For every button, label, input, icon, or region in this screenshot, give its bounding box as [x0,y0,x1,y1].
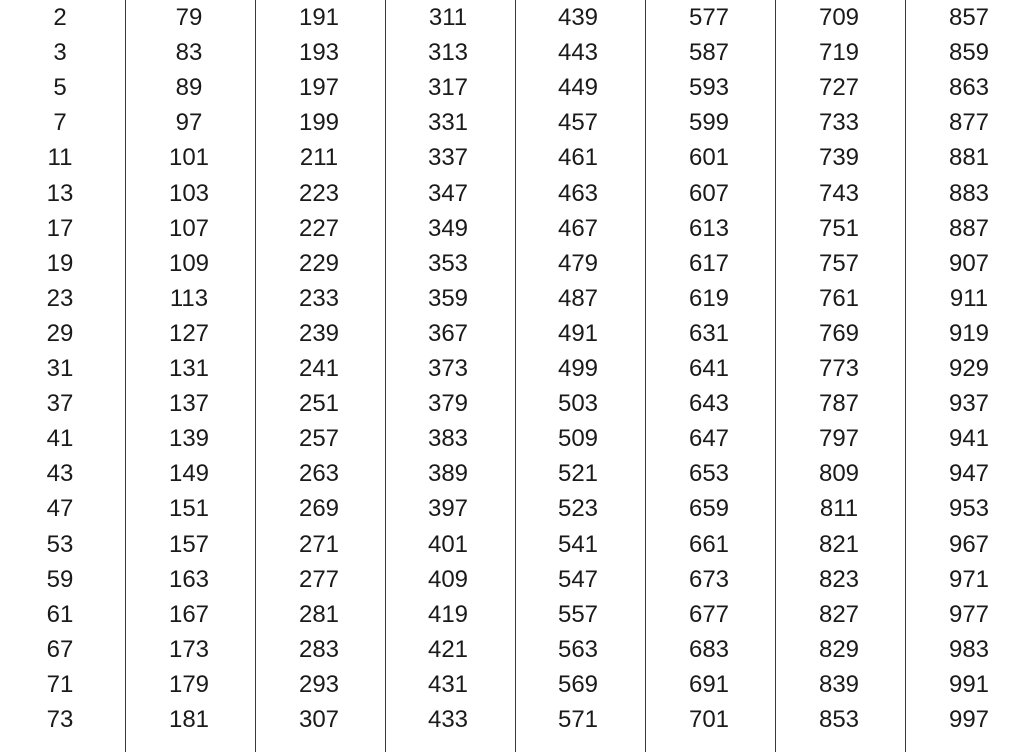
table-cell: 239 [298,319,340,347]
table-cell: 829 [818,635,860,663]
table-cell: 349 [427,214,469,242]
table-cell: 563 [557,635,599,663]
table-cell: 127 [168,319,210,347]
table-cell: 193 [298,39,340,67]
table-cell: 503 [557,390,599,418]
table-cell: 97 [175,109,203,137]
table-cell: 569 [557,670,599,698]
table-cell: 877 [948,109,990,137]
table-cell: 907 [948,249,990,277]
table-cell: 733 [818,109,860,137]
table-cell: 131 [168,355,210,382]
table-cell: 337 [427,144,469,172]
column-divider [125,0,126,752]
table-cell: 521 [557,460,599,488]
table-cell: 971 [948,565,990,593]
table-cell: 919 [948,319,990,347]
table-cell: 547 [557,565,599,593]
table-column-6 [649,0,769,752]
table-cell: 23 [46,284,74,312]
table-cell: 941 [948,425,990,453]
table-cell: 613 [688,214,730,242]
table-column-8 [909,0,1024,752]
table-cell: 367 [427,319,469,347]
table-cell: 109 [168,249,210,277]
table-cell: 449 [557,74,599,102]
table-cell: 13 [46,179,74,207]
table-cell: 977 [948,600,990,628]
table-cell: 571 [557,706,599,733]
table-cell: 479 [557,249,599,277]
table-cell: 311 [428,4,468,31]
table-cell: 953 [948,495,990,523]
table-cell: 911 [949,284,989,312]
table-cell: 967 [948,530,990,558]
table-cell: 3 [53,39,67,67]
table-cell: 619 [688,284,730,312]
table-cell: 31 [46,355,74,382]
table-cell: 857 [948,4,990,31]
table-cell: 487 [557,284,599,312]
table-cell: 5 [53,74,67,102]
table-cell: 137 [168,390,210,418]
table-cell: 653 [688,460,730,488]
table-cell: 727 [818,74,860,102]
table-cell: 467 [557,214,599,242]
table-cell: 113 [169,284,209,312]
table-cell: 719 [818,39,860,67]
table-cell: 983 [948,635,990,663]
table-cell: 257 [298,425,340,453]
table-cell: 241 [298,355,340,382]
table-cell: 827 [818,600,860,628]
table-cell: 223 [298,179,340,207]
table-cell: 263 [298,460,340,488]
table-cell: 173 [168,635,210,663]
table-cell: 79 [175,4,203,31]
table-cell: 383 [427,425,469,453]
table-cell: 593 [688,74,730,102]
table-cell: 373 [427,355,469,382]
table-cell: 379 [427,390,469,418]
table-cell: 809 [818,460,860,488]
table-cell: 673 [688,565,730,593]
table-cell: 211 [299,144,339,172]
table-cell: 83 [175,39,203,67]
table-cell: 251 [298,390,340,418]
column-divider [255,0,256,752]
table-cell: 661 [688,530,730,558]
column-divider [905,0,906,752]
table-cell: 433 [427,706,469,733]
table-cell: 853 [818,706,860,733]
table-cell: 709 [818,4,860,31]
table-cell: 53 [46,530,74,558]
table-cell: 181 [168,706,210,733]
table-cell: 157 [168,530,210,558]
table-cell: 107 [168,214,210,242]
table-cell: 991 [948,670,990,698]
table-cell: 701 [688,706,730,733]
table-cell: 457 [557,109,599,137]
table-cell: 71 [46,670,74,698]
table-cell: 839 [818,670,860,698]
table-cell: 37 [46,390,74,418]
column-divider [385,0,386,752]
table-column-3 [259,0,379,752]
table-cell: 331 [427,109,469,137]
table-cell: 947 [948,460,990,488]
table-cell: 491 [557,319,599,347]
table-cell: 743 [818,179,860,207]
table-cell: 7 [53,109,67,137]
table-cell: 151 [168,495,210,523]
table-cell: 277 [298,565,340,593]
table-cell: 389 [427,460,469,488]
table-cell: 607 [688,179,730,207]
table-cell: 929 [948,355,990,382]
column-divider [645,0,646,752]
table-cell: 523 [557,495,599,523]
table-cell: 823 [818,565,860,593]
table-cell: 61 [46,600,74,628]
table-column-1 [0,0,120,752]
table-cell: 859 [948,39,990,67]
table-cell: 19 [46,249,74,277]
table-cell: 659 [688,495,730,523]
table-cell: 797 [818,425,860,453]
table-cell: 761 [818,284,860,312]
table-cell: 67 [46,635,74,663]
table-cell: 541 [557,530,599,558]
table-column-5 [518,0,638,752]
table-cell: 167 [168,600,210,628]
table-cell: 773 [818,355,860,382]
table-cell: 881 [948,144,990,172]
table-cell: 283 [298,635,340,663]
table-cell: 2 [53,4,67,31]
table-cell: 103 [168,179,210,207]
table-cell: 599 [688,109,730,137]
table-cell: 677 [688,600,730,628]
table-cell: 887 [948,214,990,242]
table-cell: 293 [298,670,340,698]
table-cell: 937 [948,390,990,418]
table-cell: 691 [688,670,730,698]
table-cell: 347 [427,179,469,207]
table-cell: 751 [818,214,860,242]
table-cell: 101 [168,144,210,172]
table-column-7 [779,0,899,752]
table-cell: 229 [298,249,340,277]
table-cell: 631 [688,319,730,347]
table-cell: 643 [688,390,730,418]
table-cell: 587 [688,39,730,67]
table-cell: 739 [818,144,860,172]
table-cell: 883 [948,179,990,207]
table-cell: 421 [427,635,469,663]
table-cell: 647 [688,425,730,453]
table-cell: 73 [46,706,74,733]
table-cell: 139 [168,425,210,453]
table-cell: 353 [427,249,469,277]
table-cell: 601 [688,144,730,172]
table-cell: 397 [427,495,469,523]
table-cell: 271 [298,530,340,558]
table-cell: 359 [427,284,469,312]
table-cell: 401 [427,530,469,558]
table-cell: 419 [427,600,469,628]
table-cell: 641 [688,355,730,382]
table-cell: 431 [427,670,469,698]
table-cell: 509 [557,425,599,453]
table-cell: 307 [298,706,340,733]
table-cell: 317 [427,74,469,102]
table-cell: 863 [948,74,990,102]
table-cell: 41 [46,425,74,453]
table-cell: 179 [168,670,210,698]
table-cell: 757 [818,249,860,277]
table-cell: 313 [427,39,469,67]
table-cell: 11 [47,144,73,172]
column-divider [775,0,776,752]
table-cell: 461 [557,144,599,172]
table-cell: 89 [175,74,203,102]
table-cell: 811 [819,495,859,523]
table-cell: 409 [427,565,469,593]
table-cell: 197 [298,74,340,102]
table-cell: 683 [688,635,730,663]
table-cell: 557 [557,600,599,628]
table-cell: 577 [688,4,730,31]
table-cell: 281 [298,600,340,628]
table-column-4 [388,0,508,752]
table-cell: 439 [557,4,599,31]
table-cell: 149 [168,460,210,488]
table-cell: 769 [818,319,860,347]
table-cell: 163 [168,565,210,593]
table-cell: 997 [948,706,990,733]
table-cell: 191 [298,4,340,31]
table-column-2 [129,0,249,752]
table-cell: 17 [46,214,74,242]
table-cell: 443 [557,39,599,67]
table-cell: 821 [818,530,860,558]
table-cell: 233 [298,284,340,312]
table-cell: 199 [298,109,340,137]
column-divider [515,0,516,752]
table-cell: 269 [298,495,340,523]
table-cell: 787 [818,390,860,418]
table-cell: 59 [46,565,74,593]
table-cell: 499 [557,355,599,382]
table-cell: 29 [46,319,74,347]
table-cell: 43 [46,460,74,488]
table-cell: 463 [557,179,599,207]
table-cell: 227 [298,214,340,242]
table-cell: 617 [688,249,730,277]
table-cell: 47 [46,495,74,523]
